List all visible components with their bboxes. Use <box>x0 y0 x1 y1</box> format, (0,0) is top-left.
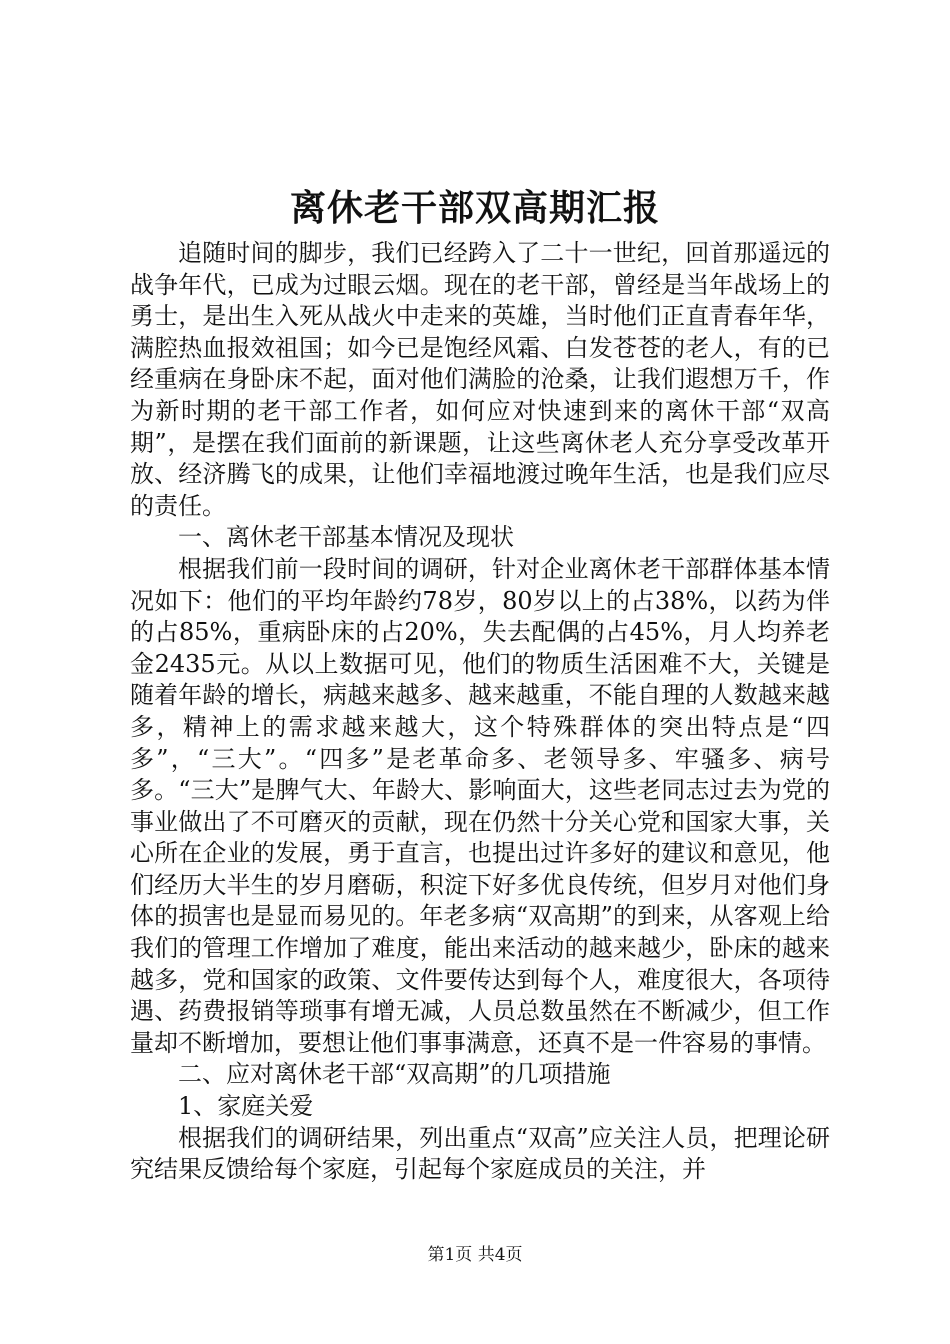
document-body <box>130 238 830 1186</box>
section-heading-2: 二、应对离休老干部“双高期”的几项措施 <box>178 1060 611 1089</box>
document-title: 离休老干部双高期汇报 <box>289 187 660 229</box>
page-number: 第1页 共4页 <box>427 1245 523 1265</box>
paragraph-situation: 根据我们前一段时间的调研，针对企业离休老干部群体基本情况如下：他们的平均年龄约78岁，80岁以上的占38%，以药为伴的占85%，重病卧床的占20%，失去配偶的占45%，月人均养老金2435元。从以上数据可见，他们的物质生活困难不大，关键是随着年龄的增长，病越来越多、越来越重，不能自理的人数越来越多，精神上的需求越来越大，这个特殊群体的突出特点是“四多”，“三大”。“四多”是老革命多、老领导多、牢骚多、病号多。“三大”是脾气大、年龄大、影响面大，这些老同志过去为党的事业做出了不可磨灭的贡献，现在仍然十分关心党和国家大事，关心所在企业的发展，勇于直言，也提出过许多好的建议和意见，他们经历大半生的岁月磨砺，积淀下好多优良传统，但岁月对他们身体的损害也是显而易见的。年老多病“双高期”的到来，从客观上给我们的管理工作增加了难度，能出来活动的越来越少，卧床的越来越多，党和国家的政策、文件要传达到每个人，难度很大，各项待遇、药费报销等琐事有增无减，人员总数虽然在不断减少，但工作量却不断增加，要想让他们事事满意，还真不是一件容易的事情。 <box>130 554 830 1057</box>
section-heading-1: 一、离休老干部基本情况及现状 <box>178 523 514 552</box>
paragraph-family-care: 根据我们的调研结果，列出重点“双高”应关注人员，把理论研究结果反馈给每个家庭，引起每个家庭成员的关注，并 <box>130 1123 830 1184</box>
paragraph-intro: 追随时间的脚步，我们已经跨入了二十一世纪，回首那遥远的战争年代，已成为过眼云烟。现在的老干部，曾经是当年战场上的勇士，是出生入死从战火中走来的英雄，当时他们正直青春年华，满腔热血报效祖国；如今已是饱经风霜、白发苍苍的老人，有的已经重病在身卧床不起，面对他们满脸的沧桑，让我们遐想万千，作为新时期的老干部工作者，如何应对快速到来的离休干部“双高期”，是摆在我们面前的新课题，让这些离休老人充分享受改革开放、经济腾飞的成果，让他们幸福地渡过晚年生活，也是我们应尽的责任。 <box>130 239 830 520</box>
subsection-heading-1: 1、家庭关爱 <box>178 1092 314 1121</box>
